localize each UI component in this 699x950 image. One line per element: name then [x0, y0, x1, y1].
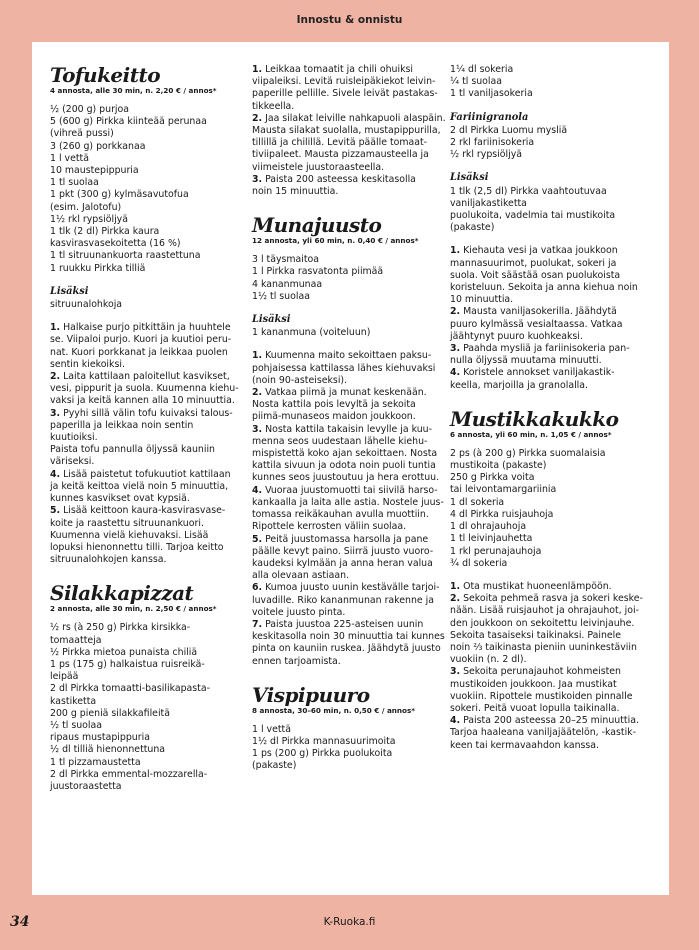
step-line	[50, 554, 240, 566]
step-text: Paista juustoa 225-asteisen uunin	[262, 618, 424, 630]
step-text: sentin kiekoiksi.	[50, 358, 125, 370]
recipe-meta-tofukeitto: 4 annosta, alle 30 min, n. 2,20 € / annos*	[50, 86, 217, 95]
text-line: 1¼ dl sokeria	[450, 64, 514, 75]
text-line: 3 (260 g) porkkanaa	[50, 140, 146, 152]
recipe-meta-silakkapizzat: 2 annosta, alle 30 min, n. 2,50 € / annos*	[50, 604, 217, 614]
step-text: mannasuurimot, puolukat, sokeri ja	[450, 257, 617, 269]
step-text: Vuoraa juustomuotti tai siivilä harso-	[262, 484, 438, 496]
text-line: 1 tl pizzamaustetta	[50, 756, 141, 768]
step-text: lopuksi hienonnettu tilli. Tarjoa keitto	[50, 541, 224, 553]
step-text: Jaa silakat leiville nahkapuoli alaspäin.	[262, 112, 446, 124]
step-text: mustikoiden joukkoon. Jaa mustikat	[450, 678, 617, 690]
step-line	[450, 593, 655, 605]
recipe-title-mustikkakukko: Mustikkakukko	[450, 406, 619, 431]
step-line	[450, 691, 655, 703]
step-line	[252, 595, 447, 607]
step-text: väriseksi.	[50, 456, 95, 468]
step-line	[252, 424, 447, 436]
step-text: Laita kattilaan paloitellut kasvikset,	[60, 371, 230, 383]
step-line	[50, 505, 240, 517]
step-line	[252, 497, 447, 509]
step-text: Kuumenna maito sekoittaen paksu-	[262, 350, 432, 362]
step-text: päälle kevyt paino. Siirrä juusto vuoro-	[252, 545, 434, 557]
text-line: ½ tl suolaa	[50, 719, 102, 731]
steps-silakkapizzat	[252, 64, 447, 198]
step-number: 5.	[50, 505, 61, 517]
granola-title: Fariinigranola	[450, 111, 529, 123]
step-line	[50, 420, 240, 444]
step-number: 2.	[450, 306, 461, 318]
recipe-title-tofukeitto: Tofukeitto	[50, 63, 161, 87]
text-line: ¾ dl sokeria	[450, 557, 508, 569]
step-line	[450, 740, 655, 752]
text-line: 250 g Pirkka voita	[450, 472, 535, 484]
step-line	[252, 113, 447, 125]
step-text: vuokiin. Ripottele mustikoiden pinnalle	[450, 690, 633, 702]
step-line	[252, 174, 447, 186]
step-text: nään. Lisää ruisjauhot ja ohrajauhot, joi-	[450, 605, 639, 617]
steps-mustikkakukko	[450, 581, 655, 752]
step-number: 1.	[450, 245, 461, 257]
step-number: 1.	[450, 580, 461, 592]
step-line	[252, 570, 447, 582]
steps-vispipuuro	[450, 245, 655, 391]
text-line: 1 tlk (2 dl) Pirkka kaura	[50, 226, 160, 238]
step-text: kaudeksi kylmään ja anna heran valua	[252, 557, 433, 569]
text-line: 10 maustepippuria	[50, 165, 139, 177]
extra-vispipuuro	[450, 186, 655, 235]
extra-title-munajuusto: Lisäksi	[252, 314, 291, 326]
text-line: 1 l vettä	[50, 152, 89, 164]
step-text: Ota mustikat huoneenlämpöön.	[460, 580, 612, 592]
step-text: Paista 200 asteessa keskitasolla	[262, 173, 416, 185]
step-number: 4.	[252, 484, 263, 496]
step-line	[450, 630, 655, 642]
text-line: 1 tlk (2,5 dl) Pirkka vaahtoutuvaa	[450, 185, 607, 197]
step-text: Lisää paistetut tofukuutiot kattilaan	[60, 468, 231, 480]
steps-munajuusto	[252, 350, 447, 667]
ingredients-silakkapizzat	[50, 622, 240, 793]
text-line: 4 kananmunaa	[252, 278, 323, 290]
extra-munajuusto	[252, 327, 447, 339]
text-line: 200 g pieniä silakkafileitä	[50, 707, 170, 719]
text-line: (pakaste)	[450, 222, 495, 234]
ingredients-munajuusto	[252, 254, 447, 303]
step-text: voitele juusto pinta.	[252, 606, 346, 618]
step-text: keen tai kermavaahdon kanssa.	[450, 739, 600, 751]
ingredients-tofukeitto	[50, 104, 240, 275]
text-line: 4 dl Pirkka ruisjauhoja	[450, 508, 554, 520]
step-line	[252, 472, 447, 484]
text-line: 2 dl Pirkka emmental-mozzarella-	[50, 768, 208, 780]
step-line	[252, 558, 447, 570]
text-line: 1 tl sitruunankuorta raastettuna	[50, 250, 201, 262]
step-text: Lisää keittoon kaura-kasvirasvase-	[60, 505, 226, 517]
step-text: pohjaisessa kattilassa lähes kiehuvaksi	[252, 362, 436, 374]
step-line	[252, 399, 447, 411]
text-line: (pakaste)	[252, 760, 297, 772]
step-line	[450, 343, 655, 355]
step-text: Sekoita pehmeä rasva ja sokeri keske-	[460, 593, 643, 605]
text-line: 1 ruukku Pirkka tilliä	[50, 262, 146, 274]
text-line: 1 tl leivinjauhetta	[450, 533, 533, 545]
text-line: 5 (600 g) Pirkka kiinteää perunaa	[50, 116, 207, 128]
step-text: nulla öljyssä muutama minuutti.	[450, 355, 602, 367]
footer-site: K-Ruoka.fi	[323, 916, 376, 928]
step-text: kattila sivuun ja odota noin puoli tuntia	[252, 460, 436, 472]
step-number: 7.	[252, 618, 263, 630]
text-line: (esim. Jalotofu)	[50, 201, 122, 213]
step-line	[450, 715, 655, 727]
step-text: Kuumenna vielä kiehuvaksi. Lisää	[50, 529, 209, 541]
step-text: Leikkaa tomaatit ja chili ohuiksi	[262, 64, 413, 75]
text-line: 1 dl ohrajauhoja	[450, 521, 527, 533]
step-line	[450, 367, 655, 379]
text-line: ½ (200 g) purjoa	[50, 104, 130, 115]
recipe-meta-mustikkakukko: 6 annosta, yli 60 min, n. 1,05 € / annos*	[450, 429, 612, 439]
step-text: Pyyhi sillä välin tofu kuivaksi talous-	[60, 407, 233, 419]
column-2	[252, 64, 447, 773]
step-text: den joukkoon on sekoitettu leivinjauhe.	[450, 617, 635, 629]
step-line	[50, 530, 240, 542]
text-line: tai leivontamargariinia	[450, 484, 557, 496]
extra-title-vispipuuro: Lisäksi	[450, 172, 489, 184]
step-line	[450, 679, 655, 691]
step-text: piimä-munaseos maidon joukkoon.	[252, 411, 416, 423]
column-3	[450, 64, 655, 752]
text-line: puolukoita, vadelmia tai mustikoita	[450, 210, 616, 222]
text-line: 2 dl Pirkka tomaatti-basilikapasta-	[50, 683, 210, 695]
step-text: pinta on kauniin ruskea. Jäähdytä juusto	[252, 643, 441, 655]
step-number: 3.	[450, 666, 461, 678]
step-line	[450, 581, 655, 593]
step-line	[252, 375, 447, 387]
step-number: 2.	[252, 387, 263, 399]
step-text: Vatkaa piimä ja munat keskenään.	[262, 387, 427, 399]
step-text: Paista 200 asteessa 20–25 minuuttia.	[460, 715, 639, 727]
recipe-meta-vispipuuro: 8 annosta, 30–60 min, n. 0,50 € / annos*	[252, 705, 415, 715]
step-line	[252, 582, 447, 594]
text-line: 2 rkl fariinisokeria	[450, 137, 535, 149]
ingredients-mustikkakukko	[450, 448, 655, 570]
step-text: tillillä ja chilillä. Levitä päälle tomaat-	[252, 137, 428, 149]
extra-tofukeitto	[50, 299, 240, 311]
step-line	[252, 631, 447, 643]
step-line	[450, 642, 655, 654]
step-text: noin 15 minuuttia.	[252, 186, 339, 198]
step-text: Mausta vaniljasokerilla. Jäähdytä	[460, 306, 617, 318]
step-line	[252, 485, 447, 497]
recipe-title-munajuusto: Munajuusto	[252, 213, 382, 238]
step-line	[450, 380, 655, 392]
step-text: Nosta kattila pois levyltä ja sekoita	[252, 399, 416, 411]
page-number: 34	[10, 914, 30, 930]
step-text: keskitasolla noin 30 minuuttia tai kunnes	[252, 631, 445, 643]
step-line	[252, 448, 447, 460]
step-line	[450, 654, 655, 666]
step-text: vesi, pippurit ja suola. Kuumenna kiehu-	[50, 383, 239, 395]
section-header: Innostu & onnistu	[296, 14, 403, 26]
step-text: luvadille. Riko kananmunan rakenne ja	[252, 594, 435, 606]
ingredients-granola	[450, 125, 655, 162]
step-line	[450, 331, 655, 343]
step-number: 2.	[450, 593, 461, 605]
step-text: Nosta kattila takaisin levylle ja kuu-	[262, 423, 433, 435]
text-line: juustoraastetta	[50, 780, 122, 792]
step-text: vaksi ja keitä kannen alla 10 minuuttia.	[50, 395, 235, 407]
step-line	[450, 282, 655, 294]
text-line: ½ dl tilliä hienonnettuna	[50, 744, 166, 756]
step-line	[252, 64, 447, 76]
step-text: Kiehauta vesi ja vatkaa joukkoon	[460, 245, 618, 257]
step-text: Kumoa juusto uunin kestävälle tarjoi-	[262, 582, 440, 594]
step-text: Paista tofu pannulla öljyssä kauniin	[50, 444, 215, 456]
step-line	[50, 493, 240, 505]
step-text: vuokiin (n. 2 dl).	[450, 654, 527, 666]
step-line	[252, 387, 447, 399]
step-number: 1.	[50, 322, 61, 334]
step-line	[252, 509, 447, 521]
extra-title-tofukeitto: Lisäksi	[50, 285, 89, 297]
step-line	[50, 469, 240, 481]
text-line: 1 dl sokeria	[450, 496, 505, 508]
step-text: puuro kylmässä vesialtaassa. Vatkaa	[450, 318, 623, 330]
step-line	[252, 350, 447, 362]
step-line	[50, 347, 240, 359]
step-line	[50, 444, 240, 456]
step-line	[450, 703, 655, 715]
step-number: 4.	[450, 715, 461, 727]
step-number: 4.	[50, 468, 61, 480]
step-number: 4.	[450, 367, 461, 379]
text-line: 1 pkt (300 g) kylmäsavutofua	[50, 189, 189, 201]
step-line	[50, 383, 240, 395]
step-text: sitruunalohkojen kanssa.	[50, 554, 167, 566]
step-line	[252, 643, 447, 655]
steps-tofukeitto	[50, 322, 240, 566]
text-line: 1 ps (200 g) Pirkka puolukoita	[252, 748, 393, 760]
step-text: keella, marjoilla ja granolalla.	[450, 379, 588, 391]
step-text: paperilla ja leikkaa noin sentin kuutioiksi.	[50, 419, 194, 444]
step-text: koite ja raastettu sitruunankuori.	[50, 517, 204, 529]
step-line	[252, 521, 447, 533]
step-line	[450, 605, 655, 617]
text-line: kasvirasvasekoitetta (16 %)	[50, 238, 181, 250]
step-text: sokeri. Peitä vuoat lopulla taikinalla.	[450, 702, 620, 714]
step-text: 10 minuuttia.	[450, 294, 514, 306]
step-line	[450, 618, 655, 630]
ingredients-vispipuuro	[252, 724, 447, 773]
step-text: menna seos uudestaan lähelle kiehu-	[252, 435, 428, 447]
step-line	[252, 101, 447, 113]
step-line	[450, 355, 655, 367]
step-line	[252, 137, 447, 149]
step-line	[252, 76, 447, 88]
ingredients-vispipuuro-cont	[450, 64, 655, 101]
text-line: mustikoita (pakaste)	[450, 460, 547, 472]
step-line	[50, 334, 240, 346]
text-line: 1 ps (175 g) halkaistua ruisreikä-	[50, 658, 205, 670]
step-line	[50, 359, 240, 371]
step-text: kankaalla ja laita alle astia. Nostele juus-	[252, 496, 444, 508]
text-line: 2 ps (à 200 g) Pirkka suomalaisia	[450, 447, 606, 459]
text-line: ¼ tl suolaa	[450, 76, 502, 88]
step-line	[252, 534, 447, 546]
text-line: vaniljakastiketta	[450, 197, 527, 209]
recipe-title-silakkapizzat: Silakkapizzat	[50, 581, 194, 606]
step-text: tikkeella.	[252, 100, 295, 112]
step-text: jäähtynyt puuro kuohkeaksi.	[450, 330, 583, 342]
text-line: 3 l täysmaitoa	[252, 254, 320, 266]
step-line	[252, 436, 447, 448]
text-line: 1 l vettä	[252, 723, 291, 735]
step-line	[50, 518, 240, 530]
step-number: 3.	[252, 423, 263, 435]
step-text: kunnes seos juustoutuu ja hera erottuu.	[252, 472, 440, 484]
step-line	[252, 656, 447, 668]
step-line	[50, 542, 240, 554]
step-line	[450, 294, 655, 306]
step-text: Mausta silakat suolalla, mustapippurilla,	[252, 125, 441, 137]
text-line: 1½ dl Pirkka mannasuurimoita	[252, 735, 396, 747]
step-text: Sekoita tasaiseksi taikinaksi. Painele	[450, 629, 622, 641]
recipe-title-vispipuuro: Vispipuuro	[252, 682, 370, 707]
step-line	[450, 666, 655, 678]
step-text: Tarjoa haaleana vaniljajäätelön, -kastik-	[450, 727, 636, 739]
text-line: 1 rkl perunajauhoja	[450, 545, 542, 557]
text-line: 1½ rkl rypsiöljyä	[50, 213, 128, 225]
step-line	[450, 306, 655, 318]
step-text: viipaleiksi. Levitä ruisleipäkiekot leivin-	[252, 76, 436, 88]
step-text: tiviipaleet. Mausta pizzamausteella ja	[252, 149, 429, 161]
text-line: kastiketta	[50, 695, 97, 707]
column-1	[50, 64, 240, 793]
text-line: leipää	[50, 671, 79, 683]
step-text: ennen tarjoamista.	[252, 655, 341, 667]
step-text: koristeluun. Sekoita ja anna kiehua noin	[450, 282, 638, 294]
step-line	[50, 456, 240, 468]
step-line	[50, 395, 240, 407]
step-line	[450, 245, 655, 257]
step-line	[252, 88, 447, 100]
step-line	[50, 481, 240, 493]
step-text: mispistettä koko ajan sekoittaen. Nosta	[252, 448, 438, 460]
step-text: ja keitä keittoa vielä noin 5 minuuttia,	[50, 480, 229, 492]
step-text: (noin 90-asteiseksi).	[252, 374, 348, 386]
step-text: suola. Voit säästää osan puolukoista	[450, 269, 621, 281]
step-line	[252, 619, 447, 631]
text-line: ½ rs (à 250 g) Pirkka kirsikka-	[50, 622, 191, 634]
step-line	[252, 411, 447, 423]
step-text: Halkaise purjo pitkittäin ja huuhtele	[60, 322, 231, 334]
step-text: Paahda mysliä ja fariinisokeria pan-	[460, 343, 630, 355]
step-number: 5.	[252, 533, 263, 545]
step-text: paperille pellille. Sivele leivät pastakas-	[252, 88, 438, 100]
recipe-meta-munajuusto: 12 annosta, yli 60 min, n. 0,40 € / annos*	[252, 236, 419, 246]
step-number: 3.	[450, 343, 461, 355]
text-line: tomaatteja	[50, 634, 102, 646]
step-number: 2.	[252, 112, 263, 124]
step-line	[252, 125, 447, 137]
step-line	[252, 149, 447, 161]
text-line: ½ Pirkka mietoa punaista chiliä	[50, 646, 198, 658]
step-text: noin ⅔ taikinasta pieniin uuninkestäviin	[450, 641, 637, 653]
text-line: 1½ tl suolaa	[252, 290, 310, 302]
step-line	[50, 371, 240, 383]
text-line: 1 tl suolaa	[50, 177, 99, 189]
step-number: 2.	[50, 371, 61, 383]
step-number: 1.	[252, 350, 263, 362]
step-number: 3.	[252, 173, 263, 185]
step-line	[252, 607, 447, 619]
text-line: 1 l Pirkka rasvatonta piimää	[252, 266, 384, 278]
step-text: kunnes kasvikset ovat kypsiä.	[50, 493, 190, 505]
text-line: ripaus mustapippuria	[50, 732, 150, 744]
step-line	[450, 319, 655, 331]
step-number: 6.	[252, 582, 263, 594]
step-text: Sekoita perunajauhot kohmeisten	[460, 666, 622, 678]
step-line	[50, 408, 240, 420]
text-line: sitruunalohkoja	[50, 299, 123, 311]
step-line	[252, 186, 447, 198]
step-text: Ripottele kerrosten väliin suolaa.	[252, 521, 407, 533]
step-line	[450, 270, 655, 282]
step-number: 3.	[50, 407, 61, 419]
step-text: se. Viipaloi purjo. Kuori ja kuutioi peru-	[50, 334, 232, 346]
step-line	[252, 363, 447, 375]
text-line: (vihreä pussi)	[50, 128, 114, 140]
step-text: Koristele annokset vaniljakastik-	[460, 367, 615, 379]
step-text: nat. Kuori porkkanat ja leikkaa puolen	[50, 346, 228, 358]
step-line	[252, 546, 447, 558]
step-text: alla olevaan astiaan.	[252, 570, 350, 582]
step-line	[450, 727, 655, 739]
step-number: 1.	[252, 64, 263, 75]
text-line: 2 dl Pirkka Luomu mysliä	[450, 124, 568, 136]
step-line	[252, 162, 447, 174]
text-line: 1 kananmuna (voiteluun)	[252, 327, 371, 339]
text-line: 1 tl vaniljasokeria	[450, 88, 533, 100]
step-line	[450, 258, 655, 270]
step-text: Peitä juustomassa harsolla ja pane	[262, 533, 429, 545]
text-line: ½ rkl rypsiöljyä	[450, 149, 523, 161]
step-line	[50, 322, 240, 334]
recipe-page	[32, 42, 669, 895]
step-line	[252, 460, 447, 472]
step-text: viimeistele juustoraasteella.	[252, 161, 385, 173]
step-text: tomassa reikäkauhan avulla muottiin.	[252, 509, 429, 521]
